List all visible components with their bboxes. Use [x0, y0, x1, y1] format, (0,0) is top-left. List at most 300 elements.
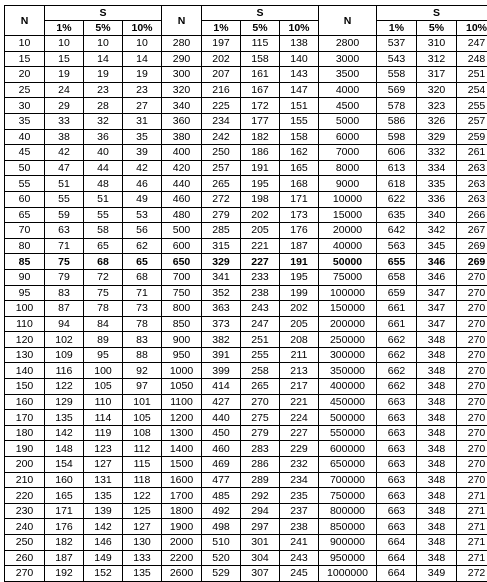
- table-row: [5, 472, 487, 488]
- table-row: [5, 51, 487, 67]
- table-cell: 271: [457, 519, 487, 535]
- table-cell: 600: [162, 238, 202, 254]
- table-cell: 271: [457, 503, 487, 519]
- table-row: [5, 207, 487, 223]
- table-cell: 101: [123, 394, 162, 410]
- table-row: [5, 301, 487, 317]
- table-cell: 750: [162, 285, 202, 301]
- table-cell: 622: [377, 191, 417, 207]
- table-cell: 662: [377, 379, 417, 395]
- table-cell: 177: [241, 113, 280, 129]
- table-cell: 220: [5, 488, 45, 504]
- table-cell: 170: [5, 410, 45, 426]
- table-cell: 1900: [162, 519, 202, 535]
- table-cell: 90: [5, 269, 45, 285]
- table-cell: 440: [202, 410, 241, 426]
- table-cell: 80: [5, 238, 45, 254]
- table-cell: 158: [241, 51, 280, 67]
- table-cell: 270: [457, 410, 487, 426]
- table-cell: 272: [457, 566, 487, 582]
- table-cell: 122: [123, 488, 162, 504]
- table-cell: 1500: [162, 457, 202, 473]
- table-cell: 270: [457, 301, 487, 317]
- table-cell: 297: [241, 519, 280, 535]
- table-cell: 259: [457, 129, 487, 145]
- table-cell: 224: [280, 410, 319, 426]
- table-cell: 348: [417, 535, 457, 551]
- table-cell: 598: [377, 129, 417, 145]
- table-cell: 420: [162, 160, 202, 176]
- table-row: [5, 347, 487, 363]
- table-cell: 352: [202, 285, 241, 301]
- table-cell: 400000: [319, 379, 377, 395]
- table-cell: 255: [457, 98, 487, 114]
- table-cell: 160: [45, 472, 84, 488]
- table-cell: 270: [457, 347, 487, 363]
- table-cell: 1000: [162, 363, 202, 379]
- table-cell: 341: [202, 269, 241, 285]
- table-cell: 68: [123, 269, 162, 285]
- table-cell: 191: [241, 160, 280, 176]
- table-cell: 176: [280, 223, 319, 239]
- table-row: [5, 269, 487, 285]
- table-cell: 635: [377, 207, 417, 223]
- table-cell: 663: [377, 503, 417, 519]
- table-cell: 160: [5, 394, 45, 410]
- table-cell: 51: [84, 191, 123, 207]
- table-cell: 73: [123, 301, 162, 317]
- table-cell: 135: [123, 566, 162, 582]
- table-cell: 105: [84, 379, 123, 395]
- table-cell: 140: [280, 51, 319, 67]
- table-cell: 207: [202, 67, 241, 83]
- table-cell: 569: [377, 82, 417, 98]
- table-cell: 257: [202, 160, 241, 176]
- table-cell: 292: [241, 488, 280, 504]
- table-cell: 800: [162, 301, 202, 317]
- table-cell: 1300: [162, 425, 202, 441]
- table-row: [5, 98, 487, 114]
- n-header-2: N: [162, 6, 202, 36]
- table-cell: 243: [280, 550, 319, 566]
- table-cell: 265: [241, 379, 280, 395]
- table-cell: 346: [417, 269, 457, 285]
- table-cell: 267: [457, 223, 487, 239]
- table-cell: 266: [457, 207, 487, 223]
- table-cell: 234: [202, 113, 241, 129]
- table-row: [5, 285, 487, 301]
- table-cell: 329: [417, 129, 457, 145]
- table-cell: 65: [84, 238, 123, 254]
- table-cell: 95: [84, 347, 123, 363]
- table-cell: 75: [84, 285, 123, 301]
- table-cell: 19: [45, 67, 84, 83]
- table-cell: 42: [45, 145, 84, 161]
- table-cell: 3000: [319, 51, 377, 67]
- table-cell: 613: [377, 160, 417, 176]
- table-cell: 10: [5, 36, 45, 52]
- table-cell: 263: [457, 191, 487, 207]
- table-cell: 125: [123, 503, 162, 519]
- table-cell: 63: [45, 223, 84, 239]
- table-cell: 151: [280, 98, 319, 114]
- table-cell: 414: [202, 379, 241, 395]
- pct-5-header: 5%: [417, 21, 457, 36]
- table-cell: 195: [241, 176, 280, 192]
- table-cell: 119: [84, 425, 123, 441]
- table-cell: 83: [45, 285, 84, 301]
- table-cell: 258: [241, 363, 280, 379]
- table-cell: 348: [417, 457, 457, 473]
- table-cell: 255: [241, 347, 280, 363]
- table-cell: 283: [241, 441, 280, 457]
- table-cell: 2000: [162, 535, 202, 551]
- table-body: [5, 36, 487, 582]
- table-cell: 200000: [319, 316, 377, 332]
- table-cell: 110: [5, 316, 45, 332]
- table-cell: 510: [202, 535, 241, 551]
- table-cell: 9000: [319, 176, 377, 192]
- table-cell: 133: [123, 550, 162, 566]
- table-cell: 233: [241, 269, 280, 285]
- table-cell: 248: [457, 51, 487, 67]
- table-cell: 550000: [319, 425, 377, 441]
- table-cell: 663: [377, 394, 417, 410]
- table-cell: 84: [84, 316, 123, 332]
- table-cell: 662: [377, 347, 417, 363]
- table-cell: 659: [377, 285, 417, 301]
- table-cell: 345: [417, 238, 457, 254]
- table-cell: 380: [162, 129, 202, 145]
- table-cell: 348: [417, 488, 457, 504]
- table-cell: 139: [84, 503, 123, 519]
- table-cell: 122: [45, 379, 84, 395]
- table-cell: 240: [5, 519, 45, 535]
- table-cell: 155: [280, 113, 319, 129]
- table-cell: 270: [457, 457, 487, 473]
- table-cell: 329: [202, 254, 241, 270]
- table-cell: 348: [417, 472, 457, 488]
- table-cell: 382: [202, 332, 241, 348]
- table-cell: 348: [417, 425, 457, 441]
- table-cell: 289: [241, 472, 280, 488]
- table-row: [5, 238, 487, 254]
- table-cell: 192: [45, 566, 84, 582]
- table-cell: 391: [202, 347, 241, 363]
- table-cell: 232: [280, 457, 319, 473]
- table-cell: 700: [162, 269, 202, 285]
- table-cell: 205: [241, 223, 280, 239]
- table-cell: 221: [280, 394, 319, 410]
- table-cell: 245: [280, 566, 319, 582]
- table-cell: 286: [241, 457, 280, 473]
- table-cell: 92: [123, 363, 162, 379]
- table-cell: 8000: [319, 160, 377, 176]
- table-cell: 20000: [319, 223, 377, 239]
- table-cell: 270: [457, 441, 487, 457]
- table-cell: 29: [45, 98, 84, 114]
- table-cell: 662: [377, 363, 417, 379]
- table-cell: 270: [241, 394, 280, 410]
- table-cell: 270: [457, 316, 487, 332]
- table-cell: 260: [5, 550, 45, 566]
- table-row: [5, 67, 487, 83]
- table-cell: 2200: [162, 550, 202, 566]
- table-cell: 14: [123, 51, 162, 67]
- table-cell: 35: [5, 113, 45, 129]
- table-cell: 44: [84, 160, 123, 176]
- table-cell: 19: [84, 67, 123, 83]
- table-cell: 10: [123, 36, 162, 52]
- table-cell: 335: [417, 176, 457, 192]
- table-row: [5, 488, 487, 504]
- table-cell: 89: [84, 332, 123, 348]
- table-cell: 143: [280, 67, 319, 83]
- table-cell: 269: [457, 254, 487, 270]
- table-cell: 315: [202, 238, 241, 254]
- table-cell: 662: [377, 332, 417, 348]
- table-cell: 171: [280, 191, 319, 207]
- table-cell: 664: [377, 535, 417, 551]
- table-cell: 100000: [319, 285, 377, 301]
- table-cell: 30: [5, 98, 45, 114]
- table-cell: 88: [123, 347, 162, 363]
- table-cell: 450000: [319, 394, 377, 410]
- table-cell: 205: [280, 316, 319, 332]
- table-cell: 65: [5, 207, 45, 223]
- table-cell: 216: [202, 82, 241, 98]
- table-cell: 348: [417, 363, 457, 379]
- table-cell: 147: [280, 82, 319, 98]
- table-cell: 349: [417, 566, 457, 582]
- table-cell: 62: [123, 238, 162, 254]
- table-cell: 663: [377, 410, 417, 426]
- table-row: [5, 503, 487, 519]
- table-cell: 191: [280, 254, 319, 270]
- table-cell: 251: [457, 67, 487, 83]
- table-cell: 348: [417, 332, 457, 348]
- table-cell: 485: [202, 488, 241, 504]
- table-cell: 450: [202, 425, 241, 441]
- table-cell: 97: [123, 379, 162, 395]
- table-cell: 7000: [319, 145, 377, 161]
- table-row: [5, 363, 487, 379]
- table-cell: 180: [5, 425, 45, 441]
- table-cell: 2600: [162, 566, 202, 582]
- table-cell: 85: [5, 254, 45, 270]
- table-row: [5, 410, 487, 426]
- table-cell: 28: [84, 98, 123, 114]
- table-cell: 399: [202, 363, 241, 379]
- table-cell: 658: [377, 269, 417, 285]
- table-cell: 32: [84, 113, 123, 129]
- table-cell: 270: [457, 285, 487, 301]
- table-cell: 94: [45, 316, 84, 332]
- table-cell: 198: [241, 191, 280, 207]
- table-cell: 323: [417, 98, 457, 114]
- table-cell: 79: [45, 269, 84, 285]
- table-cell: 105: [123, 410, 162, 426]
- table-cell: 87: [45, 301, 84, 317]
- table-row: [5, 379, 487, 395]
- table-cell: 272: [202, 191, 241, 207]
- table-cell: 95: [5, 285, 45, 301]
- table-cell: 270: [457, 472, 487, 488]
- table-cell: 49: [123, 191, 162, 207]
- table-cell: 140: [5, 363, 45, 379]
- pct-1-header: 1%: [202, 21, 241, 36]
- table-cell: 58: [84, 223, 123, 239]
- table-cell: 348: [417, 410, 457, 426]
- table-cell: 10: [45, 36, 84, 52]
- table-cell: 270: [457, 363, 487, 379]
- table-cell: 208: [280, 332, 319, 348]
- table-cell: 116: [45, 363, 84, 379]
- table-cell: 187: [45, 550, 84, 566]
- table-cell: 46: [123, 176, 162, 192]
- table-cell: 247: [457, 36, 487, 52]
- table-cell: 78: [123, 316, 162, 332]
- table-cell: 247: [241, 316, 280, 332]
- table-cell: 900000: [319, 535, 377, 551]
- table-cell: 23: [84, 82, 123, 98]
- table-cell: 663: [377, 488, 417, 504]
- table-cell: 15: [45, 51, 84, 67]
- table-cell: 500: [162, 223, 202, 239]
- table-row: [5, 176, 487, 192]
- table-cell: 270: [457, 394, 487, 410]
- table-cell: 4000: [319, 82, 377, 98]
- table-cell: 400: [162, 145, 202, 161]
- table-cell: 271: [457, 535, 487, 551]
- table-cell: 285: [202, 223, 241, 239]
- table-cell: 348: [417, 394, 457, 410]
- table-cell: 120: [5, 332, 45, 348]
- table-cell: 200: [5, 457, 45, 473]
- table-cell: 279: [202, 207, 241, 223]
- s-header-3: S: [377, 6, 487, 21]
- table-cell: 202: [280, 301, 319, 317]
- table-cell: 326: [417, 113, 457, 129]
- table-cell: 70: [5, 223, 45, 239]
- table-cell: 563: [377, 238, 417, 254]
- table-cell: 102: [45, 332, 84, 348]
- table-cell: 348: [417, 441, 457, 457]
- table-cell: 348: [417, 347, 457, 363]
- table-cell: 480: [162, 207, 202, 223]
- table-cell: 270: [457, 269, 487, 285]
- table-cell: 334: [417, 160, 457, 176]
- table-cell: 348: [417, 550, 457, 566]
- table-cell: 15: [5, 51, 45, 67]
- pct-10-header: 10%: [280, 21, 319, 36]
- table-cell: 161: [241, 67, 280, 83]
- table-cell: 195: [280, 269, 319, 285]
- table-cell: 33: [45, 113, 84, 129]
- table-cell: 950000: [319, 550, 377, 566]
- table-cell: 114: [84, 410, 123, 426]
- table-cell: 363: [202, 301, 241, 317]
- table-cell: 251: [241, 332, 280, 348]
- table-cell: 162: [280, 145, 319, 161]
- table-cell: 261: [457, 145, 487, 161]
- table-cell: 35: [123, 129, 162, 145]
- table-cell: 71: [123, 285, 162, 301]
- table-cell: 68: [84, 254, 123, 270]
- table-cell: 317: [417, 67, 457, 83]
- table-cell: 340: [417, 207, 457, 223]
- table-cell: 150: [5, 379, 45, 395]
- table-cell: 360: [162, 113, 202, 129]
- table-cell: 1050: [162, 379, 202, 395]
- sample-size-table-wrapper: [4, 5, 482, 582]
- table-cell: 664: [377, 566, 417, 582]
- table-cell: 78: [84, 301, 123, 317]
- pct-10-header: 10%: [457, 21, 487, 36]
- table-row: [5, 441, 487, 457]
- table-cell: 664: [377, 550, 417, 566]
- table-cell: 112: [123, 441, 162, 457]
- table-row: [5, 254, 487, 270]
- table-cell: 190: [5, 441, 45, 457]
- table-row: [5, 223, 487, 239]
- table-cell: 59: [45, 207, 84, 223]
- table-cell: 1800: [162, 503, 202, 519]
- table-cell: 19: [123, 67, 162, 83]
- table-cell: 250: [202, 145, 241, 161]
- table-cell: 263: [457, 176, 487, 192]
- table-cell: 230: [5, 503, 45, 519]
- table-cell: 280: [162, 36, 202, 52]
- table-cell: 72: [84, 269, 123, 285]
- table-cell: 56: [123, 223, 162, 239]
- table-cell: 243: [241, 301, 280, 317]
- pct-5-header: 5%: [84, 21, 123, 36]
- table-cell: 650000: [319, 457, 377, 473]
- table-cell: 130: [5, 347, 45, 363]
- table-cell: 158: [280, 129, 319, 145]
- table-cell: 1600: [162, 472, 202, 488]
- table-cell: 202: [241, 207, 280, 223]
- table-row: [5, 535, 487, 551]
- table-cell: 294: [241, 503, 280, 519]
- table-cell: 36: [84, 129, 123, 145]
- table-cell: 118: [123, 472, 162, 488]
- table-cell: 336: [417, 191, 457, 207]
- table-cell: 537: [377, 36, 417, 52]
- table-cell: 492: [202, 503, 241, 519]
- table-row: [5, 82, 487, 98]
- table-cell: 186: [241, 145, 280, 161]
- table-cell: 150000: [319, 301, 377, 317]
- table-cell: 39: [123, 145, 162, 161]
- table-cell: 312: [417, 51, 457, 67]
- table-cell: 48: [84, 176, 123, 192]
- table-cell: 279: [241, 425, 280, 441]
- pct-5-header: 5%: [241, 21, 280, 36]
- table-cell: 51: [45, 176, 84, 192]
- table-cell: 154: [45, 457, 84, 473]
- table-cell: 348: [417, 519, 457, 535]
- table-cell: 440: [162, 176, 202, 192]
- table-cell: 138: [280, 36, 319, 52]
- table-cell: 271: [457, 550, 487, 566]
- table-cell: 229: [280, 441, 319, 457]
- table-cell: 65: [123, 254, 162, 270]
- table-cell: 187: [280, 238, 319, 254]
- table-cell: 142: [45, 425, 84, 441]
- table-cell: 642: [377, 223, 417, 239]
